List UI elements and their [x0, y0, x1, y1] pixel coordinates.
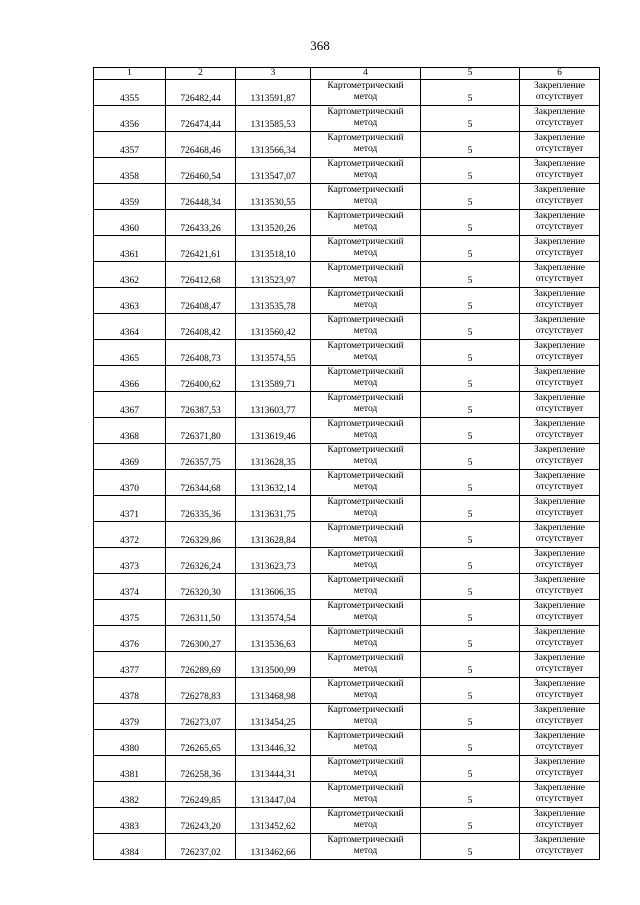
x-coordinate-cell: 726265,65 — [166, 730, 236, 756]
point-number-cell: 4380 — [94, 730, 166, 756]
x-coordinate-cell: 726320,30 — [166, 574, 236, 600]
y-coordinate-cell: 1313500,99 — [236, 652, 311, 678]
table-row — [94, 782, 600, 808]
accuracy-cell: 5 — [421, 210, 520, 236]
accuracy-cell: 5 — [421, 834, 520, 860]
accuracy-cell: 5 — [421, 418, 520, 444]
x-coordinate-cell: 726412,68 — [166, 262, 236, 288]
x-coordinate-cell: 726273,07 — [166, 704, 236, 730]
table-row — [94, 756, 600, 782]
fixing-cell: Закрепление отсутствует — [520, 808, 600, 834]
y-coordinate-cell: 1313523,97 — [236, 262, 311, 288]
fixing-cell: Закрепление отсутствует — [520, 678, 600, 704]
point-number-cell: 4382 — [94, 782, 166, 808]
table-row — [94, 288, 600, 314]
table-row — [94, 184, 600, 210]
table-row — [94, 132, 600, 158]
fixing-cell: Закрепление отсутствует — [520, 184, 600, 210]
table-row — [94, 678, 600, 704]
point-number-cell: 4371 — [94, 496, 166, 522]
x-coordinate-cell: 726408,42 — [166, 314, 236, 340]
point-number-cell: 4356 — [94, 106, 166, 132]
method-cell: Картометрический метод — [311, 340, 421, 366]
accuracy-cell: 5 — [421, 340, 520, 366]
y-coordinate-cell: 1313452,62 — [236, 808, 311, 834]
method-cell: Картометрический метод — [311, 392, 421, 418]
header-cell: 3 — [236, 68, 311, 80]
x-coordinate-cell: 726468,46 — [166, 132, 236, 158]
header-cell: 1 — [94, 68, 166, 80]
point-number-cell: 4361 — [94, 236, 166, 262]
accuracy-cell: 5 — [421, 314, 520, 340]
method-cell: Картометрический метод — [311, 418, 421, 444]
accuracy-cell: 5 — [421, 730, 520, 756]
fixing-cell: Закрепление отсутствует — [520, 340, 600, 366]
accuracy-cell: 5 — [421, 236, 520, 262]
method-cell: Картометрический метод — [311, 262, 421, 288]
fixing-cell: Закрепление отсутствует — [520, 418, 600, 444]
method-cell: Картометрический метод — [311, 80, 421, 106]
y-coordinate-cell: 1313530,55 — [236, 184, 311, 210]
method-cell: Картометрический метод — [311, 158, 421, 184]
y-coordinate-cell: 1313574,55 — [236, 340, 311, 366]
method-cell: Картометрический метод — [311, 366, 421, 392]
x-coordinate-cell: 726311,50 — [166, 600, 236, 626]
point-number-cell: 4360 — [94, 210, 166, 236]
table-row — [94, 470, 600, 496]
point-number-cell: 4374 — [94, 574, 166, 600]
point-number-cell: 4376 — [94, 626, 166, 652]
coordinates-table — [93, 67, 600, 860]
header-cell: 5 — [421, 68, 520, 80]
point-number-cell: 4369 — [94, 444, 166, 470]
point-number-cell: 4366 — [94, 366, 166, 392]
accuracy-cell: 5 — [421, 548, 520, 574]
table-row — [94, 496, 600, 522]
table-row — [94, 574, 600, 600]
x-coordinate-cell: 726243,20 — [166, 808, 236, 834]
method-cell: Картометрический метод — [311, 782, 421, 808]
table-row — [94, 834, 600, 860]
table-row — [94, 548, 600, 574]
x-coordinate-cell: 726408,73 — [166, 340, 236, 366]
point-number-cell: 4364 — [94, 314, 166, 340]
x-coordinate-cell: 726482,44 — [166, 80, 236, 106]
table-row — [94, 652, 600, 678]
table-row — [94, 522, 600, 548]
x-coordinate-cell: 726474,44 — [166, 106, 236, 132]
fixing-cell: Закрепление отсутствует — [520, 652, 600, 678]
point-number-cell: 4365 — [94, 340, 166, 366]
fixing-cell: Закрепление отсутствует — [520, 262, 600, 288]
y-coordinate-cell: 1313631,75 — [236, 496, 311, 522]
method-cell: Картометрический метод — [311, 106, 421, 132]
x-coordinate-cell: 726329,86 — [166, 522, 236, 548]
point-number-cell: 4384 — [94, 834, 166, 860]
accuracy-cell: 5 — [421, 158, 520, 184]
accuracy-cell: 5 — [421, 756, 520, 782]
x-coordinate-cell: 726400,62 — [166, 366, 236, 392]
method-cell: Картометрический метод — [311, 626, 421, 652]
table-row — [94, 444, 600, 470]
accuracy-cell: 5 — [421, 470, 520, 496]
method-cell: Картометрический метод — [311, 730, 421, 756]
accuracy-cell: 5 — [421, 782, 520, 808]
table-row — [94, 236, 600, 262]
fixing-cell: Закрепление отсутствует — [520, 392, 600, 418]
point-number-cell: 4367 — [94, 392, 166, 418]
x-coordinate-cell: 726448,34 — [166, 184, 236, 210]
y-coordinate-cell: 1313566,34 — [236, 132, 311, 158]
point-number-cell: 4381 — [94, 756, 166, 782]
y-coordinate-cell: 1313632,14 — [236, 470, 311, 496]
accuracy-cell: 5 — [421, 522, 520, 548]
fixing-cell: Закрепление отсутствует — [520, 548, 600, 574]
fixing-cell: Закрепление отсутствует — [520, 288, 600, 314]
x-coordinate-cell: 726258,36 — [166, 756, 236, 782]
fixing-cell: Закрепление отсутствует — [520, 80, 600, 106]
method-cell: Картометрический метод — [311, 678, 421, 704]
fixing-cell: Закрепление отсутствует — [520, 834, 600, 860]
point-number-cell: 4368 — [94, 418, 166, 444]
y-coordinate-cell: 1313591,87 — [236, 80, 311, 106]
method-cell: Картометрический метод — [311, 210, 421, 236]
y-coordinate-cell: 1313535,78 — [236, 288, 311, 314]
fixing-cell: Закрепление отсутствует — [520, 106, 600, 132]
y-coordinate-cell: 1313462,66 — [236, 834, 311, 860]
x-coordinate-cell: 726408,47 — [166, 288, 236, 314]
y-coordinate-cell: 1313628,35 — [236, 444, 311, 470]
fixing-cell: Закрепление отсутствует — [520, 574, 600, 600]
x-coordinate-cell: 726433,26 — [166, 210, 236, 236]
point-number-cell: 4377 — [94, 652, 166, 678]
y-coordinate-cell: 1313444,31 — [236, 756, 311, 782]
accuracy-cell: 5 — [421, 366, 520, 392]
table-row — [94, 418, 600, 444]
x-coordinate-cell: 726289,69 — [166, 652, 236, 678]
table-row — [94, 366, 600, 392]
fixing-cell: Закрепление отсутствует — [520, 470, 600, 496]
method-cell: Картометрический метод — [311, 574, 421, 600]
y-coordinate-cell: 1313560,42 — [236, 314, 311, 340]
y-coordinate-cell: 1313574,54 — [236, 600, 311, 626]
y-coordinate-cell: 1313585,53 — [236, 106, 311, 132]
point-number-cell: 4355 — [94, 80, 166, 106]
page-number: 368 — [310, 38, 330, 53]
method-cell: Картометрический метод — [311, 522, 421, 548]
table-header-row — [94, 68, 600, 80]
table-row — [94, 106, 600, 132]
method-cell: Картометрический метод — [311, 548, 421, 574]
header-cell: 2 — [166, 68, 236, 80]
accuracy-cell: 5 — [421, 288, 520, 314]
fixing-cell: Закрепление отсутствует — [520, 600, 600, 626]
table-body — [94, 68, 600, 860]
x-coordinate-cell: 726371,80 — [166, 418, 236, 444]
x-coordinate-cell: 726335,36 — [166, 496, 236, 522]
fixing-cell: Закрепление отсутствует — [520, 366, 600, 392]
point-number-cell: 4362 — [94, 262, 166, 288]
accuracy-cell: 5 — [421, 678, 520, 704]
point-number-cell: 4359 — [94, 184, 166, 210]
accuracy-cell: 5 — [421, 808, 520, 834]
fixing-cell: Закрепление отсутствует — [520, 210, 600, 236]
accuracy-cell: 5 — [421, 262, 520, 288]
y-coordinate-cell: 1313589,71 — [236, 366, 311, 392]
accuracy-cell: 5 — [421, 444, 520, 470]
table-row — [94, 808, 600, 834]
x-coordinate-cell: 726249,85 — [166, 782, 236, 808]
y-coordinate-cell: 1313468,98 — [236, 678, 311, 704]
method-cell: Картометрический метод — [311, 236, 421, 262]
point-number-cell: 4379 — [94, 704, 166, 730]
table-row — [94, 210, 600, 236]
y-coordinate-cell: 1313606,35 — [236, 574, 311, 600]
x-coordinate-cell: 726237,02 — [166, 834, 236, 860]
x-coordinate-cell: 726300,27 — [166, 626, 236, 652]
point-number-cell: 4357 — [94, 132, 166, 158]
point-number-cell: 4383 — [94, 808, 166, 834]
method-cell: Картометрический метод — [311, 132, 421, 158]
fixing-cell: Закрепление отсутствует — [520, 704, 600, 730]
point-number-cell: 4372 — [94, 522, 166, 548]
fixing-cell: Закрепление отсутствует — [520, 782, 600, 808]
method-cell: Картометрический метод — [311, 600, 421, 626]
fixing-cell: Закрепление отсутствует — [520, 158, 600, 184]
y-coordinate-cell: 1313520,26 — [236, 210, 311, 236]
method-cell: Картометрический метод — [311, 314, 421, 340]
table-row — [94, 158, 600, 184]
y-coordinate-cell: 1313619,46 — [236, 418, 311, 444]
header-cell: 4 — [311, 68, 421, 80]
point-number-cell: 4378 — [94, 678, 166, 704]
accuracy-cell: 5 — [421, 496, 520, 522]
y-coordinate-cell: 1313628,84 — [236, 522, 311, 548]
accuracy-cell: 5 — [421, 652, 520, 678]
method-cell: Картометрический метод — [311, 470, 421, 496]
table-row — [94, 340, 600, 366]
point-number-cell: 4370 — [94, 470, 166, 496]
y-coordinate-cell: 1313603,77 — [236, 392, 311, 418]
table-row — [94, 314, 600, 340]
x-coordinate-cell: 726357,75 — [166, 444, 236, 470]
table-row — [94, 730, 600, 756]
y-coordinate-cell: 1313536,63 — [236, 626, 311, 652]
fixing-cell: Закрепление отсутствует — [520, 314, 600, 340]
y-coordinate-cell: 1313547,07 — [236, 158, 311, 184]
method-cell: Картометрический метод — [311, 652, 421, 678]
accuracy-cell: 5 — [421, 132, 520, 158]
method-cell: Картометрический метод — [311, 184, 421, 210]
method-cell: Картометрический метод — [311, 808, 421, 834]
x-coordinate-cell: 726387,53 — [166, 392, 236, 418]
accuracy-cell: 5 — [421, 392, 520, 418]
fixing-cell: Закрепление отсутствует — [520, 496, 600, 522]
accuracy-cell: 5 — [421, 600, 520, 626]
fixing-cell: Закрепление отсутствует — [520, 756, 600, 782]
accuracy-cell: 5 — [421, 80, 520, 106]
x-coordinate-cell: 726421,61 — [166, 236, 236, 262]
method-cell: Картометрический метод — [311, 756, 421, 782]
y-coordinate-cell: 1313447,04 — [236, 782, 311, 808]
method-cell: Картометрический метод — [311, 496, 421, 522]
x-coordinate-cell: 726278,83 — [166, 678, 236, 704]
accuracy-cell: 5 — [421, 184, 520, 210]
y-coordinate-cell: 1313454,25 — [236, 704, 311, 730]
header-cell: 6 — [520, 68, 600, 80]
x-coordinate-cell: 726460,54 — [166, 158, 236, 184]
point-number-cell: 4363 — [94, 288, 166, 314]
point-number-cell: 4373 — [94, 548, 166, 574]
x-coordinate-cell: 726344,68 — [166, 470, 236, 496]
method-cell: Картометрический метод — [311, 704, 421, 730]
method-cell: Картометрический метод — [311, 288, 421, 314]
method-cell: Картометрический метод — [311, 834, 421, 860]
method-cell: Картометрический метод — [311, 444, 421, 470]
fixing-cell: Закрепление отсутствует — [520, 236, 600, 262]
y-coordinate-cell: 1313446,32 — [236, 730, 311, 756]
fixing-cell: Закрепление отсутствует — [520, 444, 600, 470]
fixing-cell: Закрепление отсутствует — [520, 522, 600, 548]
point-number-cell: 4358 — [94, 158, 166, 184]
table-row — [94, 262, 600, 288]
table-row — [94, 392, 600, 418]
table-row — [94, 704, 600, 730]
accuracy-cell: 5 — [421, 704, 520, 730]
table-row — [94, 626, 600, 652]
table-row — [94, 600, 600, 626]
fixing-cell: Закрепление отсутствует — [520, 626, 600, 652]
fixing-cell: Закрепление отсутствует — [520, 730, 600, 756]
fixing-cell: Закрепление отсутствует — [520, 132, 600, 158]
accuracy-cell: 5 — [421, 106, 520, 132]
accuracy-cell: 5 — [421, 626, 520, 652]
x-coordinate-cell: 726326,24 — [166, 548, 236, 574]
table-row — [94, 80, 600, 106]
accuracy-cell: 5 — [421, 574, 520, 600]
y-coordinate-cell: 1313518,10 — [236, 236, 311, 262]
point-number-cell: 4375 — [94, 600, 166, 626]
y-coordinate-cell: 1313623,73 — [236, 548, 311, 574]
